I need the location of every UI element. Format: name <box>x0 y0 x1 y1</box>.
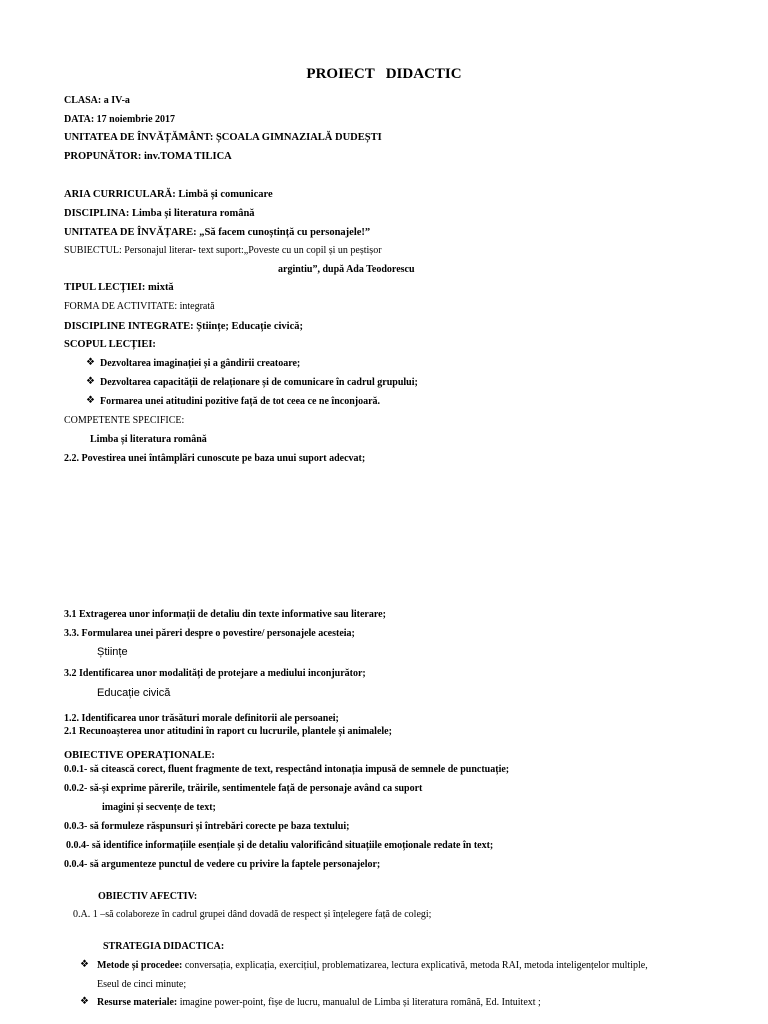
scop-bullet-icon: ❖ <box>86 395 95 406</box>
obiective-heading: OBIECTIVE OPERAȚIONALE: <box>64 750 215 761</box>
resurse-bullet-icon: ❖ <box>80 996 89 1007</box>
obiectiv-item: 0.0.3- să formuleze răspunsuri și întrebări corecte pe baza textului; <box>64 821 350 832</box>
limba-heading: Limba și literatura română <box>90 434 207 445</box>
metode-text: conversația, explicația, exercițiul, problematizarea, lectura explicativă, metoda RAI, metoda inteligențelor multiple, <box>184 960 648 971</box>
subiectul-line-1: SUBIECTUL: Personajul literar- text suport:„Poveste cu un copil și un peștișor <box>64 245 382 256</box>
aria-curriculara: ARIA CURRICULARĂ: Limbă și comunicare <box>64 189 273 200</box>
metode-bullet-icon: ❖ <box>80 959 89 970</box>
tipul-lectiei: TIPUL LECȚIEI: mixtă <box>64 282 174 293</box>
disciplina: DISCIPLINA: Limba și literatura română <box>64 208 255 219</box>
obiectiv-item: 0.0.4- să identifice informațiile esențiale și de detaliu valorificând situațiile emoționale redate în text; <box>66 840 494 851</box>
competenta-2-1: 2.1 Recunoașterea unor atitudini în raport cu lucrurile, plantele și animalele; <box>64 726 392 737</box>
scop-bullet-icon: ❖ <box>86 376 95 387</box>
forma-activitate: FORMA DE ACTIVITATE: integrată <box>64 301 215 312</box>
page-title: PROIECT DIDACTIC <box>306 66 462 82</box>
afectiv-heading: OBIECTIV AFECTIV: <box>98 891 198 902</box>
obiectiv-item: 0.0.2- să-și exprime părerile, trăirile, sentimentele față de personaje având ca suport <box>64 783 423 794</box>
obiectiv-item-continuation: imagini și secvențe de text; <box>102 802 216 813</box>
resurse-text: imagine power-point, fișe de lucru, manualul de Limba și literatura română, Ed. Intuitext ; <box>179 997 541 1008</box>
subiectul-line-2: argintiu”, după Ada Teodorescu <box>278 264 415 275</box>
stiinte-heading: Științe <box>97 646 128 658</box>
resurse-line <box>97 996 541 1009</box>
propunator: PROPUNĂTOR: inv.TOMA TILICA <box>64 151 232 162</box>
competenta-3-2: 3.2 Identificarea unor modalități de protejare a mediului inconjurător; <box>64 668 366 679</box>
unitatea-invatare: UNITATEA DE ÎNVĂȚARE: „Să facem cunoștință cu personajele!” <box>64 227 371 238</box>
competenta-2-2: 2.2. Povestirea unei întâmplări cunoscute pe baza unui suport adecvat; <box>64 453 366 464</box>
clasa: CLASA: a IV-a <box>64 95 130 106</box>
competente-heading: COMPETENTE SPECIFICE: <box>64 415 185 426</box>
scop-item: Dezvoltarea imaginației și a gândirii creatoare; <box>100 358 301 369</box>
unitatea-invatamant: UNITATEA DE ÎNVĂȚĂMÂNT: ȘCOALA GIMNAZIALĂ DUDEȘTI <box>64 132 382 143</box>
competenta-3-3: 3.3. Formularea unei păreri despre o povestire/ personajele acesteia; <box>64 628 355 639</box>
resurse-label: Resurse materiale: <box>97 997 178 1008</box>
metode-line <box>97 959 648 972</box>
scopul-lectiei: SCOPUL LECȚIEI: <box>64 339 156 350</box>
civica-heading: Educație civică <box>97 687 171 699</box>
scop-bullet-icon: ❖ <box>86 357 95 368</box>
competenta-3-1: 3.1 Extragerea unor informații de detaliu din texte informative sau literare; <box>64 609 386 620</box>
obiectiv-item: 0.0.1- să citească corect, fluent fragmente de text, respectând intonația impusă de semnele de punctuație; <box>64 764 510 775</box>
scop-item: Dezvoltarea capacității de relaționare și de comunicare în cadrul grupului; <box>100 377 418 388</box>
strategia-heading: STRATEGIA DIDACTICA: <box>103 941 225 952</box>
afectiv-item: 0.A. 1 –să colaboreze în cadrul grupei dând dovadă de respect și înțelegere față de colegi; <box>73 909 432 920</box>
metode-text-continuation: Eseul de cinci minute; <box>97 979 187 990</box>
metode-label: Metode și procedee: <box>97 960 183 971</box>
data: DATA: 17 noiembrie 2017 <box>64 114 176 125</box>
competenta-1-2: 1.2. Identificarea unor trăsături morale definitorii ale persoanei; <box>64 713 339 724</box>
discipline-integrate: DISCIPLINE INTEGRATE: Științe; Educație civică; <box>64 321 303 332</box>
scop-item: Formarea unei atitudini pozitive față de tot ceea ce ne înconjoară. <box>100 396 381 407</box>
obiectiv-item: 0.0.4- să argumenteze punctul de vedere cu privire la faptele personajelor; <box>64 859 381 870</box>
